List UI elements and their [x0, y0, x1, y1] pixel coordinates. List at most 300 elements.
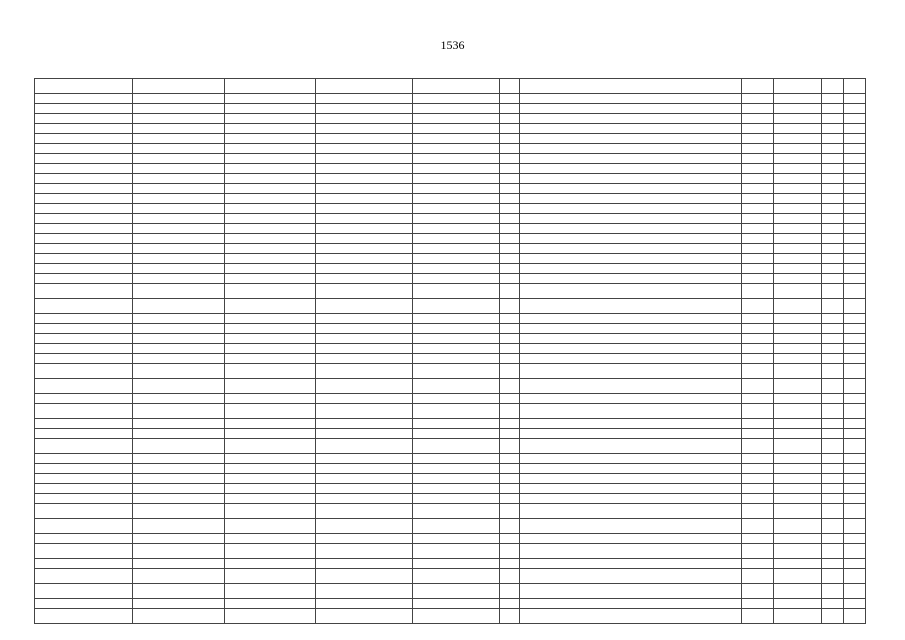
- table-cell: [774, 559, 822, 569]
- table-cell: [742, 264, 774, 274]
- table-cell: [822, 334, 844, 344]
- table-cell: [520, 174, 742, 184]
- table-cell: [413, 264, 500, 274]
- table-cell: [500, 419, 520, 429]
- table-cell: [133, 324, 225, 334]
- table-cell: [742, 584, 774, 599]
- table-cell: [500, 114, 520, 124]
- table-row: [35, 194, 866, 204]
- table-cell: [822, 559, 844, 569]
- table-cell: [413, 354, 500, 364]
- table-cell: [774, 584, 822, 599]
- table-cell: [316, 599, 413, 609]
- table-cell: [316, 519, 413, 534]
- table-cell: [520, 599, 742, 609]
- table-cell: [520, 134, 742, 144]
- table-cell: [844, 164, 866, 174]
- table-cell: [35, 254, 133, 264]
- table-cell: [774, 599, 822, 609]
- page-number: 1536: [440, 38, 465, 52]
- table-row: [35, 394, 866, 404]
- table-cell: [413, 484, 500, 494]
- table-row: [35, 454, 866, 464]
- table-cell: [742, 299, 774, 314]
- table-cell: [316, 394, 413, 404]
- table-cell: [500, 464, 520, 474]
- table-cell: [822, 154, 844, 164]
- table-cell: [774, 234, 822, 244]
- table-cell: [742, 124, 774, 134]
- table-cell: [822, 584, 844, 599]
- table-cell: [225, 184, 316, 194]
- table-cell: [225, 134, 316, 144]
- table-cell: [520, 184, 742, 194]
- table-cell: [822, 274, 844, 284]
- table-cell: [774, 204, 822, 214]
- table-cell: [133, 544, 225, 559]
- table-cell: [133, 609, 225, 624]
- table-cell: [774, 264, 822, 274]
- table-cell: [316, 454, 413, 464]
- table-cell: [774, 299, 822, 314]
- table-cell: [742, 519, 774, 534]
- table-cell: [225, 439, 316, 454]
- table-row: [35, 494, 866, 504]
- table-cell: [520, 504, 742, 519]
- table-cell: [520, 474, 742, 484]
- table-cell: [844, 144, 866, 154]
- table-cell: [413, 544, 500, 559]
- table-cell: [500, 244, 520, 254]
- table-cell: [844, 439, 866, 454]
- table-cell: [413, 364, 500, 379]
- table-cell: [822, 94, 844, 104]
- table-cell: [500, 534, 520, 544]
- table-cell: [844, 494, 866, 504]
- table-cell: [316, 464, 413, 474]
- table-cell: [133, 174, 225, 184]
- table-cell: [774, 174, 822, 184]
- table-cell: [844, 194, 866, 204]
- table-cell: [413, 504, 500, 519]
- table-cell: [35, 194, 133, 204]
- table-cell: [413, 184, 500, 194]
- table-row: [35, 474, 866, 484]
- table-cell: [35, 569, 133, 584]
- table-row: [35, 224, 866, 234]
- table-cell: [413, 464, 500, 474]
- table-cell: [133, 114, 225, 124]
- table-cell: [225, 474, 316, 484]
- table-cell: [316, 439, 413, 454]
- table-row: [35, 584, 866, 599]
- table-cell: [742, 144, 774, 154]
- table-cell: [742, 244, 774, 254]
- table-cell: [133, 599, 225, 609]
- table-cell: [742, 544, 774, 559]
- table-cell: [774, 164, 822, 174]
- table-row: [35, 609, 866, 624]
- table-cell: [822, 364, 844, 379]
- table-cell: [844, 534, 866, 544]
- table-cell: [225, 569, 316, 584]
- table-cell: [35, 124, 133, 134]
- table-cell: [844, 314, 866, 324]
- table-row: [35, 264, 866, 274]
- table-cell: [316, 584, 413, 599]
- table-cell: [225, 544, 316, 559]
- table-cell: [520, 344, 742, 354]
- table-cell: [133, 429, 225, 439]
- table-row: [35, 324, 866, 334]
- table-cell: [133, 284, 225, 299]
- table-cell: [822, 429, 844, 439]
- table-cell: [316, 284, 413, 299]
- table-cell: [520, 494, 742, 504]
- table-cell: [35, 134, 133, 144]
- table-cell: [225, 494, 316, 504]
- table-cell: [500, 284, 520, 299]
- table-cell: [844, 474, 866, 484]
- table-cell: [413, 104, 500, 114]
- table-cell: [500, 439, 520, 454]
- table-cell: [133, 134, 225, 144]
- table-cell: [742, 184, 774, 194]
- table-row: [35, 284, 866, 299]
- table-cell: [844, 154, 866, 164]
- table-cell: [520, 284, 742, 299]
- table-cell: [844, 609, 866, 624]
- table-row: [35, 274, 866, 284]
- table-cell: [316, 419, 413, 429]
- table-cell: [520, 334, 742, 344]
- table-cell: [520, 234, 742, 244]
- table-row: [35, 174, 866, 184]
- table-cell: [844, 454, 866, 464]
- table-cell: [742, 284, 774, 299]
- table-row: [35, 354, 866, 364]
- table-cell: [500, 474, 520, 484]
- table-cell: [520, 559, 742, 569]
- table-cell: [520, 394, 742, 404]
- table-cell: [316, 354, 413, 364]
- table-cell: [133, 274, 225, 284]
- table-cell: [774, 244, 822, 254]
- table-row: [35, 314, 866, 324]
- table-row: [35, 429, 866, 439]
- table-row: [35, 299, 866, 314]
- table-cell: [844, 214, 866, 224]
- table-cell: [822, 439, 844, 454]
- table-cell: [822, 519, 844, 534]
- table-cell: [822, 324, 844, 334]
- table-cell: [316, 274, 413, 284]
- table-cell: [133, 419, 225, 429]
- table-cell: [774, 274, 822, 284]
- table-cell: [520, 104, 742, 114]
- table-cell: [35, 464, 133, 474]
- table-cell: [413, 584, 500, 599]
- table-cell: [742, 474, 774, 484]
- table-cell: [133, 379, 225, 394]
- table-cell: [822, 144, 844, 154]
- table-cell: [774, 484, 822, 494]
- table-cell: [35, 559, 133, 569]
- table-cell: [225, 214, 316, 224]
- table-row: [35, 184, 866, 194]
- table-cell: [413, 114, 500, 124]
- table-cell: [225, 299, 316, 314]
- table-cell: [316, 534, 413, 544]
- table-cell: [844, 559, 866, 569]
- table-cell: [500, 519, 520, 534]
- table-cell: [500, 394, 520, 404]
- table-cell: [742, 419, 774, 429]
- table-row: [35, 419, 866, 429]
- table-cell: [225, 79, 316, 94]
- table-cell: [844, 569, 866, 584]
- table-cell: [500, 224, 520, 234]
- table-cell: [822, 264, 844, 274]
- table-cell: [520, 404, 742, 419]
- table-cell: [316, 79, 413, 94]
- table-cell: [742, 194, 774, 204]
- table-cell: [822, 314, 844, 324]
- table-cell: [225, 609, 316, 624]
- table-cell: [133, 214, 225, 224]
- table-cell: [133, 104, 225, 114]
- table-cell: [520, 314, 742, 324]
- table-cell: [133, 364, 225, 379]
- table-cell: [520, 464, 742, 474]
- table-cell: [316, 344, 413, 354]
- table-cell: [316, 429, 413, 439]
- table-cell: [500, 504, 520, 519]
- table-cell: [316, 154, 413, 164]
- table-cell: [742, 164, 774, 174]
- table-cell: [520, 484, 742, 494]
- table-cell: [520, 299, 742, 314]
- table-cell: [413, 454, 500, 464]
- table-row: [35, 534, 866, 544]
- table-cell: [35, 104, 133, 114]
- table-cell: [742, 394, 774, 404]
- table-cell: [225, 404, 316, 419]
- table-row: [35, 204, 866, 214]
- table-cell: [774, 124, 822, 134]
- table-cell: [774, 534, 822, 544]
- table-cell: [225, 284, 316, 299]
- table-cell: [774, 364, 822, 379]
- table-cell: [35, 244, 133, 254]
- table-cell: [413, 474, 500, 484]
- table-cell: [844, 484, 866, 494]
- table-cell: [500, 314, 520, 324]
- table-cell: [316, 264, 413, 274]
- table-cell: [520, 519, 742, 534]
- table-cell: [225, 584, 316, 599]
- table-row: [35, 214, 866, 224]
- table-cell: [822, 474, 844, 484]
- table-cell: [413, 439, 500, 454]
- table-cell: [742, 404, 774, 419]
- table-cell: [822, 354, 844, 364]
- table-cell: [520, 214, 742, 224]
- table-cell: [225, 244, 316, 254]
- table-cell: [225, 174, 316, 184]
- table-body: [35, 79, 866, 624]
- table-cell: [500, 154, 520, 164]
- table-cell: [413, 204, 500, 214]
- table-cell: [844, 184, 866, 194]
- table-cell: [520, 244, 742, 254]
- table-cell: [774, 454, 822, 464]
- table-cell: [500, 299, 520, 314]
- table-cell: [35, 79, 133, 94]
- table-cell: [500, 344, 520, 354]
- table-cell: [133, 354, 225, 364]
- table-cell: [742, 484, 774, 494]
- table-cell: [413, 324, 500, 334]
- table-cell: [316, 234, 413, 244]
- table-cell: [742, 174, 774, 184]
- table-cell: [742, 364, 774, 379]
- table-cell: [500, 184, 520, 194]
- table-row: [35, 244, 866, 254]
- table-cell: [774, 394, 822, 404]
- table-cell: [500, 134, 520, 144]
- table-cell: [225, 144, 316, 154]
- table-cell: [774, 194, 822, 204]
- table-cell: [742, 559, 774, 569]
- table-cell: [35, 419, 133, 429]
- table-cell: [500, 379, 520, 394]
- table-cell: [225, 599, 316, 609]
- table-cell: [500, 354, 520, 364]
- table-cell: [413, 254, 500, 264]
- table-cell: [520, 364, 742, 379]
- table-cell: [822, 534, 844, 544]
- table-cell: [316, 569, 413, 584]
- table-cell: [225, 454, 316, 464]
- table-cell: [413, 124, 500, 134]
- table-cell: [316, 104, 413, 114]
- table-cell: [774, 609, 822, 624]
- table-cell: [520, 569, 742, 584]
- table-cell: [35, 544, 133, 559]
- table-cell: [316, 494, 413, 504]
- table-cell: [35, 599, 133, 609]
- table-row: [35, 464, 866, 474]
- table-cell: [133, 144, 225, 154]
- table-cell: [774, 419, 822, 429]
- table-cell: [225, 114, 316, 124]
- table-cell: [316, 174, 413, 184]
- table-cell: [774, 104, 822, 114]
- table-cell: [225, 334, 316, 344]
- table-cell: [774, 504, 822, 519]
- table-cell: [774, 439, 822, 454]
- table-cell: [316, 544, 413, 559]
- table-cell: [500, 494, 520, 504]
- table-cell: [520, 584, 742, 599]
- table-cell: [225, 379, 316, 394]
- table-cell: [133, 559, 225, 569]
- table-cell: [133, 154, 225, 164]
- table-row: [35, 104, 866, 114]
- table-cell: [520, 609, 742, 624]
- table-cell: [35, 114, 133, 124]
- table-row: [35, 344, 866, 354]
- table-cell: [844, 404, 866, 419]
- table-cell: [225, 429, 316, 439]
- table-cell: [133, 474, 225, 484]
- table-cell: [500, 364, 520, 379]
- table-cell: [133, 334, 225, 344]
- table-cell: [413, 79, 500, 94]
- table-cell: [35, 334, 133, 344]
- table-cell: [774, 184, 822, 194]
- table-cell: [133, 299, 225, 314]
- table-cell: [35, 494, 133, 504]
- table-cell: [822, 184, 844, 194]
- table-cell: [774, 94, 822, 104]
- table-cell: [225, 354, 316, 364]
- table-cell: [225, 254, 316, 264]
- table-cell: [413, 419, 500, 429]
- table-cell: [35, 364, 133, 379]
- table-row: [35, 164, 866, 174]
- table-cell: [500, 484, 520, 494]
- table-cell: [413, 569, 500, 584]
- table-cell: [500, 234, 520, 244]
- table-cell: [844, 274, 866, 284]
- table-cell: [413, 154, 500, 164]
- table-cell: [822, 609, 844, 624]
- table-cell: [844, 379, 866, 394]
- table-cell: [500, 94, 520, 104]
- table-cell: [520, 144, 742, 154]
- table-cell: [742, 454, 774, 464]
- table-cell: [822, 284, 844, 299]
- table-cell: [133, 484, 225, 494]
- table-cell: [35, 354, 133, 364]
- table-cell: [225, 224, 316, 234]
- table-cell: [413, 244, 500, 254]
- table-row: [35, 504, 866, 519]
- table-cell: [35, 344, 133, 354]
- table-cell: [822, 124, 844, 134]
- table-cell: [413, 314, 500, 324]
- table-cell: [225, 194, 316, 204]
- table-cell: [774, 79, 822, 94]
- table-cell: [316, 404, 413, 419]
- table-cell: [316, 224, 413, 234]
- table-cell: [520, 439, 742, 454]
- table-cell: [742, 354, 774, 364]
- table-cell: [225, 94, 316, 104]
- table-cell: [844, 544, 866, 559]
- table-cell: [742, 609, 774, 624]
- table-cell: [742, 439, 774, 454]
- table-cell: [742, 204, 774, 214]
- table-cell: [35, 519, 133, 534]
- table-cell: [316, 164, 413, 174]
- table-cell: [35, 484, 133, 494]
- table-cell: [844, 394, 866, 404]
- table-cell: [500, 204, 520, 214]
- table-row: [35, 334, 866, 344]
